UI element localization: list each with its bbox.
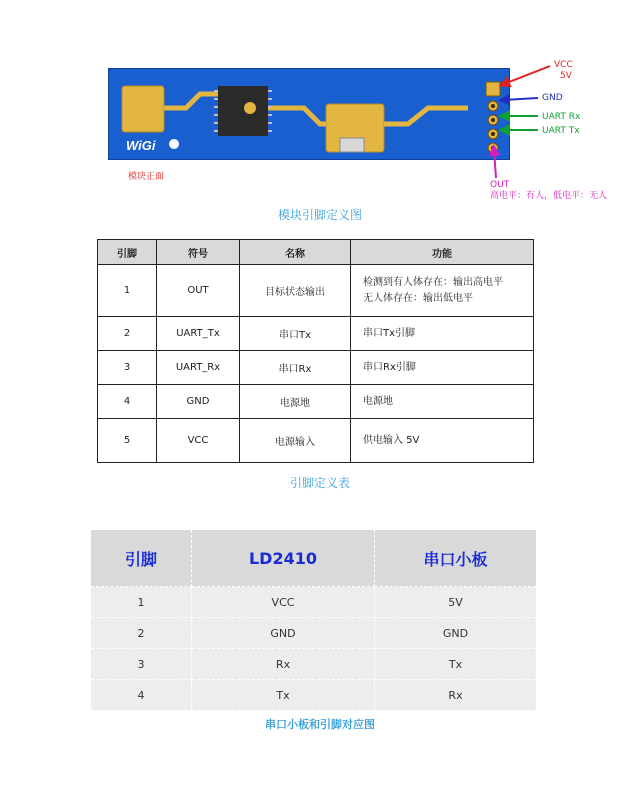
label-uart-tx: UART Tx (542, 126, 580, 136)
label-out-description: 高电平：有人，低电平：无人 (490, 191, 608, 201)
cell-pin: 2 (91, 618, 192, 649)
board-logo: WiGi (126, 138, 156, 153)
cell-name: 串口Tx (240, 317, 351, 351)
label-out: OUT (490, 180, 510, 190)
pin-definition-table (97, 239, 534, 463)
cell-pin: 2 (98, 317, 157, 351)
cell-function: 串口Tx引脚 (351, 317, 534, 351)
cell-pin: 1 (98, 265, 157, 317)
cell-function: 电源地 (351, 385, 534, 419)
label-uart-rx: UART Rx (542, 112, 581, 122)
pin-mapping-table (91, 530, 536, 711)
cell-serial-board: Tx (375, 649, 537, 680)
cell-pin: 5 (98, 419, 157, 463)
label-vcc-voltage: 5V (560, 71, 572, 81)
cell-name: 串口Rx (240, 351, 351, 385)
cell-pin: 3 (98, 351, 157, 385)
module-board-image (108, 68, 510, 160)
cell-symbol: VCC (157, 419, 240, 463)
cell-pin: 4 (91, 680, 192, 711)
module-front-label: 模块正面 (128, 172, 165, 182)
header-pin: 引脚 (98, 240, 157, 265)
table-row (91, 680, 536, 711)
cell-serial-board: Rx (375, 680, 537, 711)
table-row (91, 587, 536, 618)
table-row (91, 649, 536, 680)
table-header-row (91, 530, 536, 587)
cell-ld2410: Tx (192, 680, 375, 711)
cell-ld2410: GND (192, 618, 375, 649)
cell-symbol: UART_Rx (157, 351, 240, 385)
table-row (98, 385, 534, 419)
figure-caption: 模块引脚定义图 (277, 208, 362, 222)
table-header-row (98, 240, 534, 265)
pin-table-caption: 引脚定义表 (289, 476, 350, 490)
antenna-patch-left (122, 86, 164, 132)
table-row (98, 317, 534, 351)
cell-pin: 1 (91, 587, 192, 618)
cell-symbol: OUT (157, 265, 240, 317)
cell-name: 电源输入 (240, 419, 351, 463)
table-row (98, 265, 534, 317)
cell-function (351, 265, 534, 317)
table-row (98, 419, 534, 463)
mapping-table-caption: 串口小板和引脚对应图 (265, 718, 375, 731)
cell-pin: 3 (91, 649, 192, 680)
cell-pin: 4 (98, 385, 157, 419)
cell-symbol: GND (157, 385, 240, 419)
radar-chip (218, 86, 268, 136)
cell-ld2410: Rx (192, 649, 375, 680)
header-function: 功能 (351, 240, 534, 265)
header-ld2410: LD2410 (192, 530, 375, 587)
header-name: 名称 (240, 240, 351, 265)
function-line: 无人体存在：输出低电平 (363, 292, 473, 304)
header-pin: 引脚 (91, 530, 192, 587)
cell-serial-board: GND (375, 618, 537, 649)
cell-symbol: UART_Tx (157, 317, 240, 351)
table-row (98, 351, 534, 385)
cell-ld2410: VCC (192, 587, 375, 618)
cell-function: 串口Rx引脚 (351, 351, 534, 385)
table-row (91, 618, 536, 649)
cell-function: 供电输入 5V (351, 419, 534, 463)
function-line: 检测到有人体存在：输出高电平 (363, 276, 503, 288)
header-serial-board: 串口小板 (375, 530, 537, 587)
cell-name: 目标状态输出 (240, 265, 351, 317)
label-gnd: GND (542, 93, 563, 103)
header-symbol: 符号 (157, 240, 240, 265)
cell-name: 电源地 (240, 385, 351, 419)
label-vcc: VCC (554, 60, 573, 70)
cell-serial-board: 5V (375, 587, 537, 618)
